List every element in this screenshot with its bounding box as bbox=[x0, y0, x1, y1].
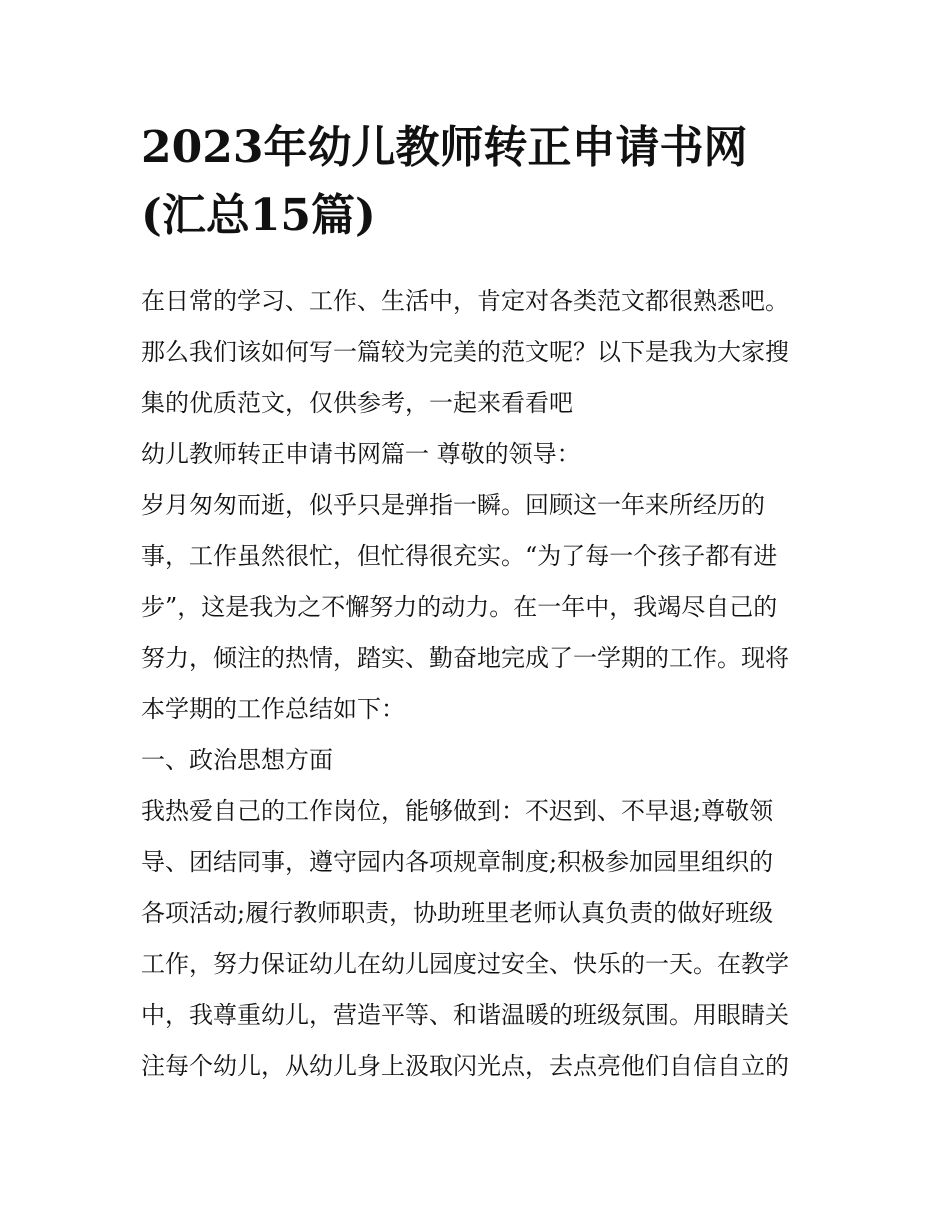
section-heading: 幼儿教师转正申请书网篇一 尊敬的领导： bbox=[141, 440, 581, 468]
body-line: 集的优质范文，仅供参考，一起来看看吧 bbox=[141, 389, 573, 417]
document-body bbox=[141, 276, 813, 1092]
title-line-1: 2023年幼儿教师转正申请书网 bbox=[141, 122, 748, 173]
body-line: 步”，这是我为之不懈努力的动力。在一年中，我竭尽自己的 bbox=[141, 593, 778, 621]
body-line: 注每个幼儿，从幼儿身上汲取闪光点，去点亮他们自信自立的 bbox=[141, 1052, 789, 1080]
title-line-2: (汇总15篇) bbox=[141, 190, 376, 241]
body-line: 导、团结同事，遵守园内各项规章制度;积极参加园里组织的 bbox=[141, 848, 774, 876]
body-line: 在日常的学习、工作、生活中，肯定对各类范文都很熟悉吧。 bbox=[141, 287, 789, 315]
body-line: 我热爱自己的工作岗位，能够做到：不迟到、不早退;尊敬领 bbox=[141, 797, 774, 825]
document-title bbox=[141, 114, 813, 250]
body-line: 本学期的工作总结如下： bbox=[141, 695, 405, 723]
body-line: 事，工作虽然很忙，但忙得很充实。“为了每一个孩子都有进 bbox=[141, 542, 778, 570]
body-line: 那么我们该如何写一篇较为完美的范文呢？以下是我为大家搜 bbox=[141, 338, 789, 366]
subsection-heading: 一、政治思想方面 bbox=[141, 746, 333, 774]
body-line: 工作，努力保证幼儿在幼儿园度过安全、快乐的一天。在教学 bbox=[141, 950, 789, 978]
body-line: 岁月匆匆而逝，似乎只是弹指一瞬。回顾这一年来所经历的 bbox=[141, 491, 765, 519]
body-line: 各项活动;履行教师职责，协助班里老师认真负责的做好班级 bbox=[141, 899, 774, 927]
body-line: 努力，倾注的热情，踏实、勤奋地完成了一学期的工作。现将 bbox=[141, 644, 789, 672]
body-line: 中，我尊重幼儿，营造平等、和谐温暖的班级氛围。用眼睛关 bbox=[141, 1001, 789, 1029]
